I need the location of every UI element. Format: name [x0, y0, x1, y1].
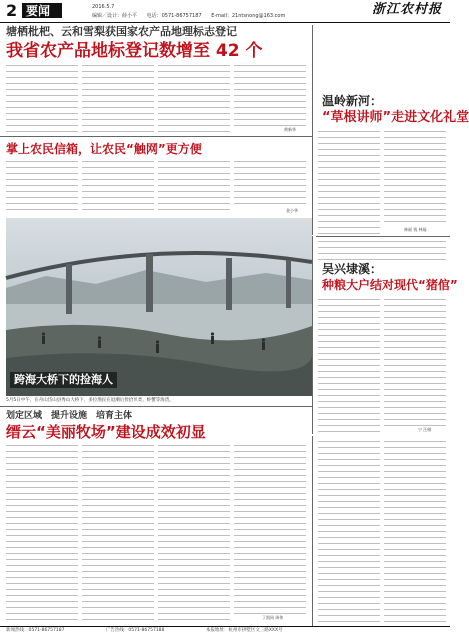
masthead-bar — [0, 0, 450, 22]
bottom-headline: 缙云“美丽牧场”建设成效初显 — [6, 423, 206, 441]
page-number: 2 — [6, 1, 18, 20]
middle-byline: 金小华 — [286, 208, 298, 213]
right-mid-body — [318, 298, 446, 434]
right-top-body — [318, 130, 446, 234]
right-mid-byline: 宁 汪雁 — [418, 427, 432, 432]
editor-credit: 编辑／设计：薛小平 — [92, 13, 138, 19]
right-top-headline: “草根讲师”走进文化礼堂 — [322, 110, 469, 125]
footer-ad-hotline: 广告热线：0571-86757188 — [105, 628, 165, 633]
right-mid-headline: 种粮大户结对现代“猪倌” — [322, 278, 458, 292]
lead-headline: 我省农产品地标登记数增至 42 个 — [6, 41, 263, 61]
email: E-mail：21ntsnong@163.com — [211, 13, 286, 19]
footer-news-hotline: 新闻热线：0571-86757187 — [6, 628, 65, 633]
footer-address: 本报地址：杭州市拱墅区文三路XXX号 — [205, 628, 283, 633]
column-divider — [312, 25, 313, 235]
right-mid-kicker: 吴兴埭溪： — [322, 262, 383, 276]
right-top-continued — [318, 240, 446, 262]
lead-byline: 黄新华 — [284, 127, 296, 132]
right-top-kicker: 温岭新河： — [322, 94, 383, 108]
section-label: 要闻 — [26, 4, 51, 18]
photo-title: 跨海大桥下的捡海人 — [10, 372, 117, 388]
middle-headline: 掌上农民信箱，让农民“触网”更方便 — [6, 142, 202, 156]
footer-rule — [0, 626, 450, 627]
issue-date: 2016.5.7 — [92, 4, 115, 10]
bottom-body — [6, 444, 306, 622]
newspaper-logo: 浙江农村报 — [371, 2, 442, 17]
right-top-byline: 林福 钱 林福 — [404, 227, 427, 232]
footer — [6, 628, 446, 634]
phone: 电话：0571-86757187 — [146, 13, 202, 19]
bridge-scene — [6, 218, 312, 396]
right-bottom-body — [318, 440, 446, 624]
lead-body — [6, 64, 306, 134]
lead-kicker: 塘栖枇杷、云和雪梨获国家农产品地理标志登记 — [6, 25, 237, 38]
bottom-kicker: 划定区域 提升设施 培育主体 — [6, 411, 133, 421]
header-rule — [0, 22, 450, 23]
bottom-byline: 丁凯同 周伟 — [262, 615, 284, 620]
news-photo — [6, 218, 312, 396]
photo-caption: 5月5日中午，在舟山岱山县秀山大桥下，多位渔民在退潮后捡拾贝类、虾蟹等海货。 — [6, 398, 174, 403]
middle-body — [6, 160, 306, 214]
